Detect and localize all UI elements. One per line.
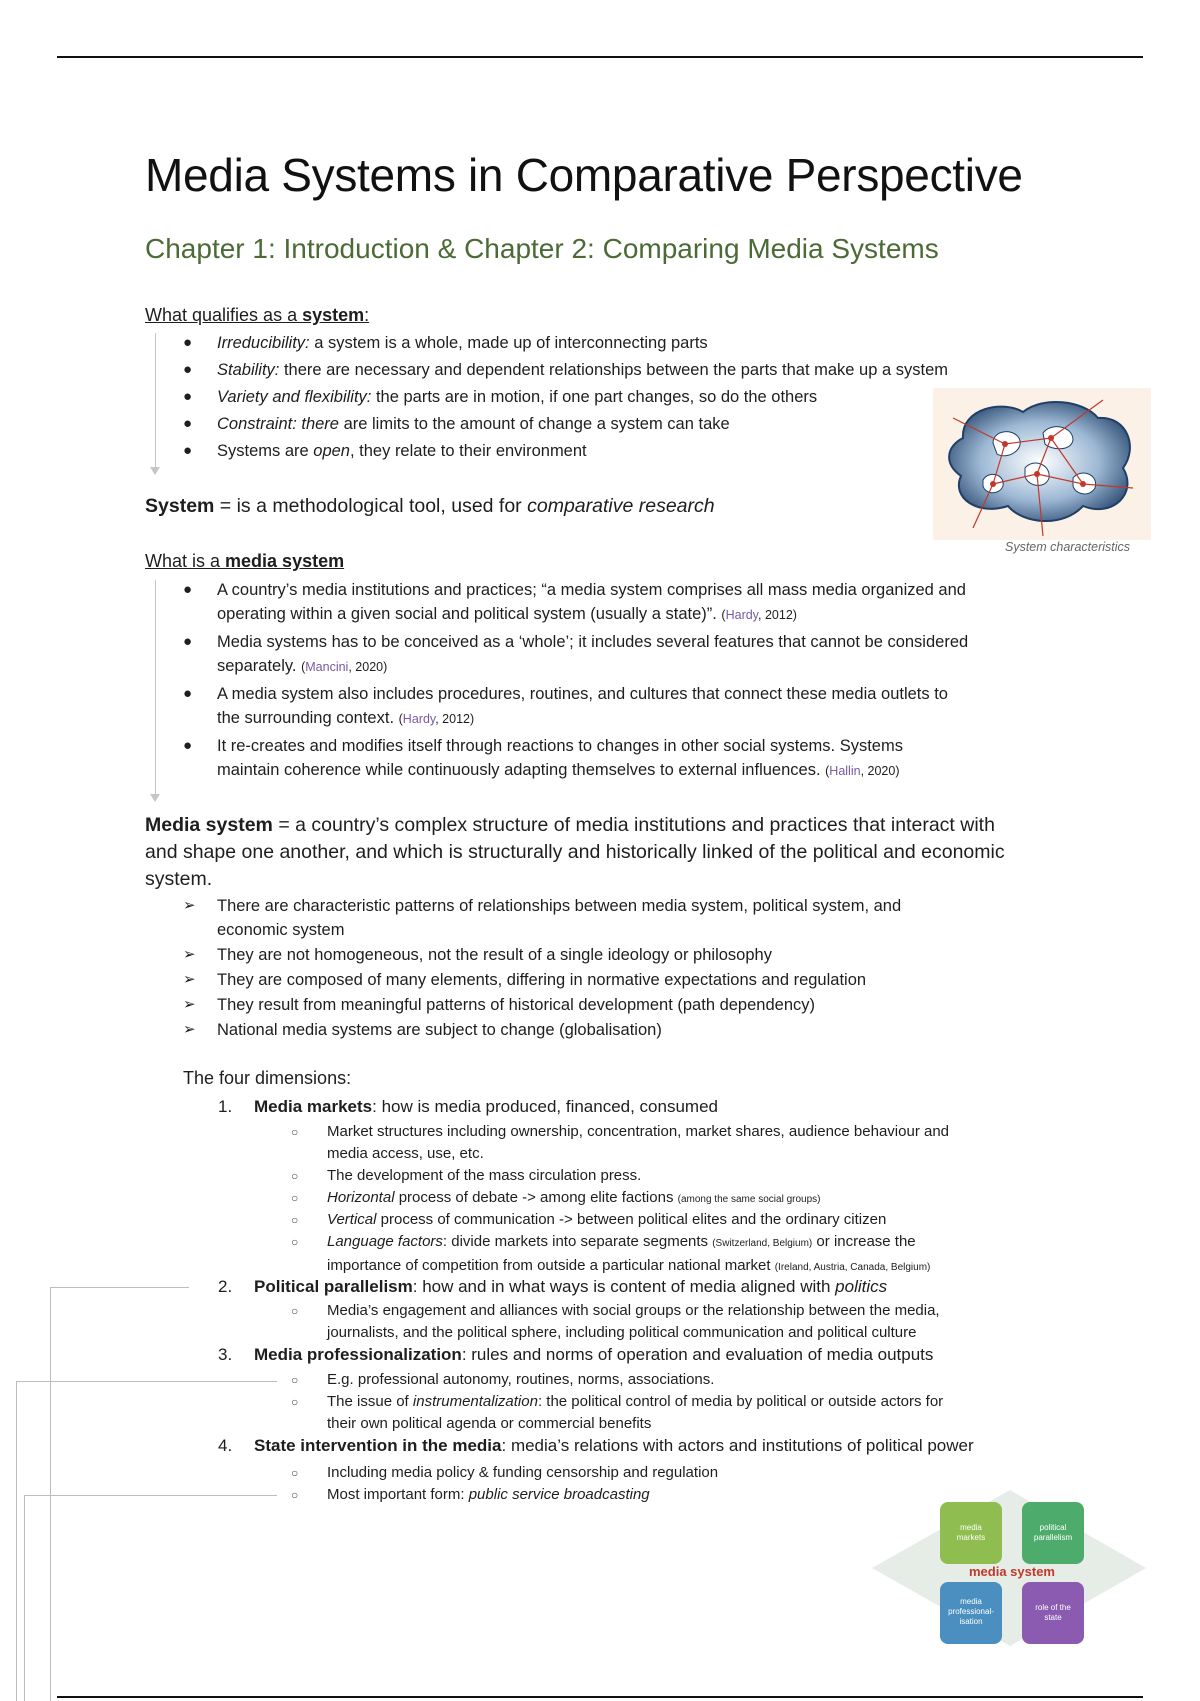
dimension-item: 3. Media professionalization: rules and norms of operation and evaluation of media outputs: [218, 1345, 934, 1364]
box-label: isation: [959, 1617, 983, 1626]
list-item: ● A media system also includes procedures, routines, and cultures that connect these media outlets to the surrounding context. (Hardy, 2012): [183, 685, 948, 727]
bottom-rule: [57, 1696, 1143, 1698]
sub-item: ○ The development of the mass circulation press.: [291, 1167, 642, 1184]
list-item: ➢ They result from meaningful patterns of historical development (path dependency): [183, 996, 815, 1014]
four-dimensions-heading: The four dimensions:: [183, 1068, 352, 1088]
system-heading: What qualifies as a system:: [145, 305, 370, 325]
system-diagram-image: [933, 388, 1151, 540]
dimension-item: 2. Political parallelism: how and in what ways is content of media aligned with politics: [218, 1277, 888, 1296]
connector-line: [24, 1495, 277, 1701]
list-item: ● Variety and flexibility: the parts are in motion, if one part changes, so do the others: [183, 388, 818, 406]
sub-item: ○ Most important form: public service broadcasting: [291, 1486, 650, 1503]
list-item: ➢ There are characteristic patterns of relationships between media system, political system, and economic system: [183, 897, 902, 939]
list-item: ● Media systems has to be conceived as a ‘whole’; it includes several features that cannot be considered separately. (Mancini, 2020): [183, 633, 969, 675]
box-label: markets: [956, 1533, 986, 1542]
list-item: ● Constraint: there are limits to the amount of change a system can take: [183, 415, 730, 433]
box-label: state: [1044, 1613, 1062, 1622]
system-definition: System = is a methodological tool, used for comparative research: [145, 495, 715, 517]
figure-caption: System characteristics: [1005, 540, 1131, 554]
sub-item: ○ Including media policy & funding censorship and regulation: [291, 1464, 719, 1481]
sub-item: ○ E.g. professional autonomy, routines, norms, associations.: [291, 1371, 715, 1388]
dimensions-diagram: [860, 1488, 1150, 1650]
system-list: [0, 331, 948, 466]
list-item: ● A country’s media institutions and practices; “a media system comprises all mass media organized and operating within a given social and political system (usually a state)”. (Hardy, 2012): [183, 581, 966, 623]
list-item: ➢ National media systems are subject to change (globalisation): [183, 1021, 662, 1039]
system-characteristics-figure: [933, 388, 1151, 540]
sub-item: ○ Market structures including ownership, concentration, market shares, audience behaviour and media access, use, etc.: [291, 1123, 950, 1162]
sub-item: ○ Media’s engagement and alliances with social groups or the relationship between the media, journalists, and the political sphere, including political communication and political culture: [291, 1302, 940, 1341]
dimension-item: 1. Media markets: how is media produced, financed, consumed: [218, 1097, 718, 1116]
box-label: political: [1039, 1523, 1067, 1532]
list-item: ● It re-creates and modifies itself through reactions to changes in other social systems. Systems maintain coherence while continuously adapting themselves to external influences. (Hallin, 2020): [183, 737, 903, 779]
box-label: media: [960, 1597, 982, 1606]
list-item: ● Irreducibility: a system is a whole, made up of interconnecting parts: [183, 334, 708, 352]
media-system-heading: What is a media system: [145, 551, 345, 571]
chapter-subtitle: Chapter 1: Introduction & Chapter 2: Comparing Media Systems: [145, 233, 939, 264]
page-title: Media Systems in Comparative Perspective: [145, 149, 1023, 201]
box-label: professional-: [948, 1607, 994, 1616]
sub-item: ○ Language factors: divide markets into separate segments (Switzerland, Belgium) or increase the importance of competition from outside a particular national market (Ireland, Austria, Canada, Belgium): [291, 1233, 931, 1274]
center-label: media system: [969, 1564, 1055, 1579]
sub-item: ○ Horizontal process of debate -> among elite factions (among the same social groups): [291, 1189, 821, 1206]
media-system-list: [0, 578, 968, 786]
top-rule: [57, 56, 1143, 58]
dimension-item: 4. State intervention in the media: media’s relations with actors and institutions of political power: [218, 1436, 974, 1455]
characteristics-list: [0, 894, 901, 1045]
list-item: ● Systems are open, they relate to their environment: [183, 442, 587, 460]
list-item: ➢ They are composed of many elements, differing in normative expectations and regulation: [183, 971, 867, 989]
sub-item: ○ The issue of instrumentalization: the political control of media by political or outside actors for their own political agenda or commercial benefits: [291, 1393, 944, 1432]
box-label: role of the: [1035, 1603, 1071, 1612]
media-system-definition: Media system = a country’s complex structure of media institutions and practices that interact with and shape one another, and which is structurally and historically linked of the political and economic system.: [145, 814, 1005, 890]
sub-item: ○ Vertical process of communication -> between political elites and the ordinary citizen: [291, 1211, 887, 1228]
box-label: parallelism: [1033, 1533, 1073, 1542]
four-dimensions-figure: [860, 1488, 1150, 1650]
list-item: ➢ They are not homogeneous, not the result of a single ideology or philosophy: [183, 946, 772, 964]
list-item: ● Stability: there are necessary and dependent relationships between the parts that make up a system: [183, 361, 949, 379]
box-label: media: [960, 1523, 982, 1532]
